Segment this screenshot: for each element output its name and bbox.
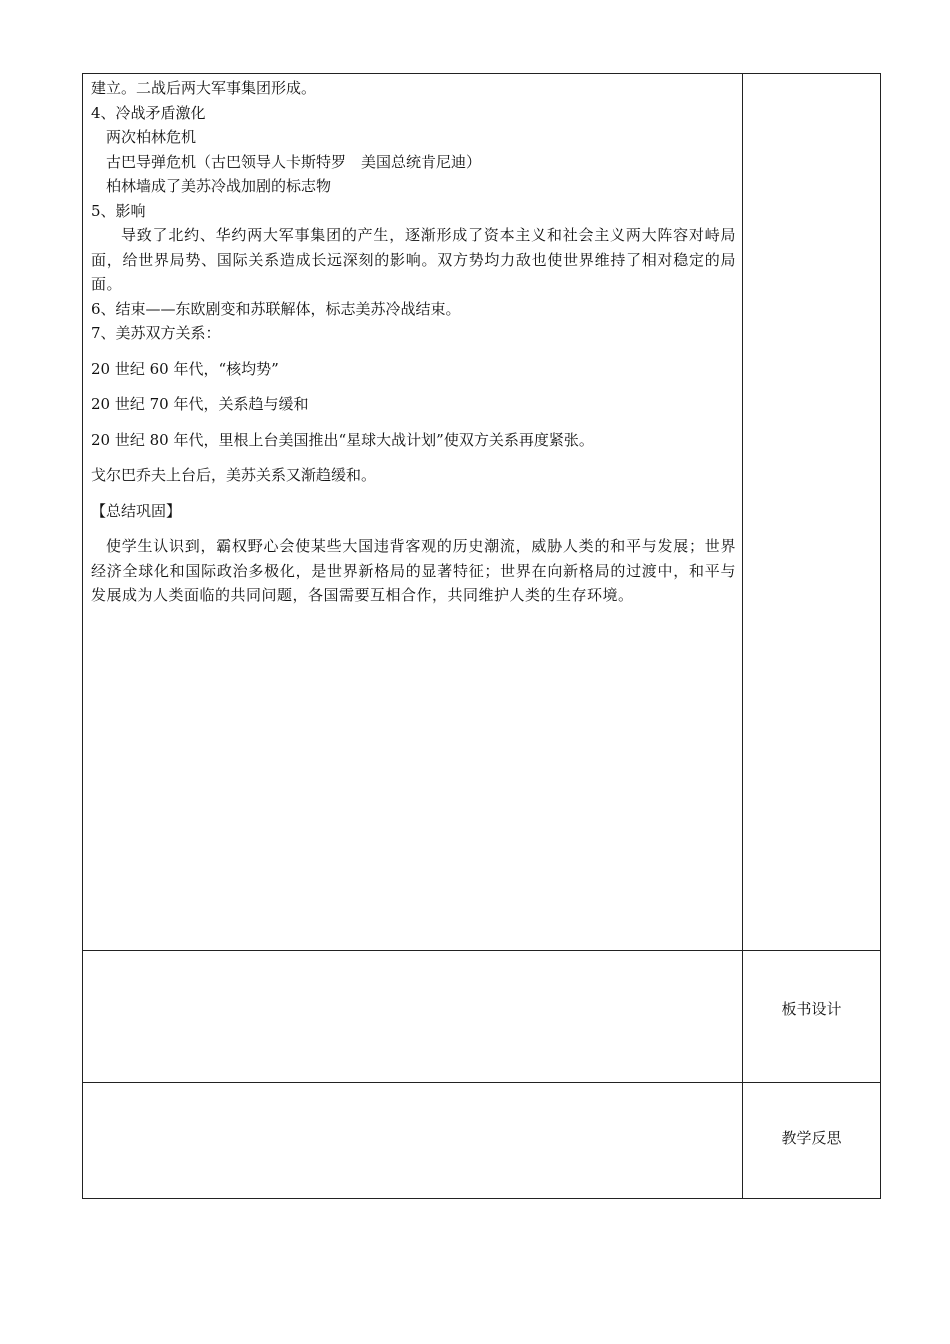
teaching-reflection-label: 教学反思 [781,1129,842,1147]
section-5-title: 5、影响 [91,201,146,220]
content-row [83,74,880,951]
content-side-cell [743,74,880,950]
teaching-reflection-row [83,1083,880,1199]
relation-item: 戈尔巴乔夫上台后，美苏关系又渐趋缓和。 [91,466,377,484]
lesson-plan-table [82,73,881,1199]
teaching-reflection-content-cell [83,1083,743,1199]
establish-line: 建立。二战后两大军事集团形成。 [91,79,317,97]
board-design-row [83,950,880,1083]
board-design-label: 板书设计 [781,1000,842,1018]
relation-item: 20 世纪 80 年代，里根上台美国推出“星球大战计划”使双方关系再度紧张。 [91,430,594,449]
content-cell [83,74,743,950]
relation-item: 20 世纪 70 年代，关系趋与缓和 [91,395,309,413]
section-7-title: 7、美苏双方关系： [91,324,221,342]
summary-body: 使学生认识到，霸权野心会使某些大国违背客观的历史潮流，威胁人类的和平与发展；世界经济全球化和国际政治多极化，是世界新格局的显著特征；世界在向新格局的过渡中，和平与发展成为人类面临的共同问题，各国需要互相合作，共同维护人类的生存环境。 [91,537,736,604]
section-5-body: 导致了北约、华约两大军事集团的产生，逐渐形成了资本主义和社会主义两大阵容对峙局面，给世界局势、国际关系造成长远深刻的影响。双方势均力敌也使世界维持了相对稳定的局面。 [91,226,736,293]
section-4-item: 柏林墙成了美苏冷战加剧的标志物 [106,177,332,195]
section-4-item: 两次柏林危机 [106,128,197,146]
section-4-title: 4、冷战矛盾激化 [91,103,206,122]
lesson-content [83,74,742,608]
teaching-reflection-label-cell [743,1083,880,1199]
section-4-item: 古巴导弹危机（古巴领导人卡斯特罗 美国总统肯尼迪） [106,152,482,171]
relation-item: 20 世纪 60 年代，“核均势” [91,359,279,378]
summary-title: 【总结巩固】 [91,501,182,520]
section-6: 6、结束——东欧剧变和苏联解体，标志美苏冷战结束。 [91,299,461,318]
board-design-label-cell [743,950,880,1082]
board-design-content-cell [83,950,743,1082]
